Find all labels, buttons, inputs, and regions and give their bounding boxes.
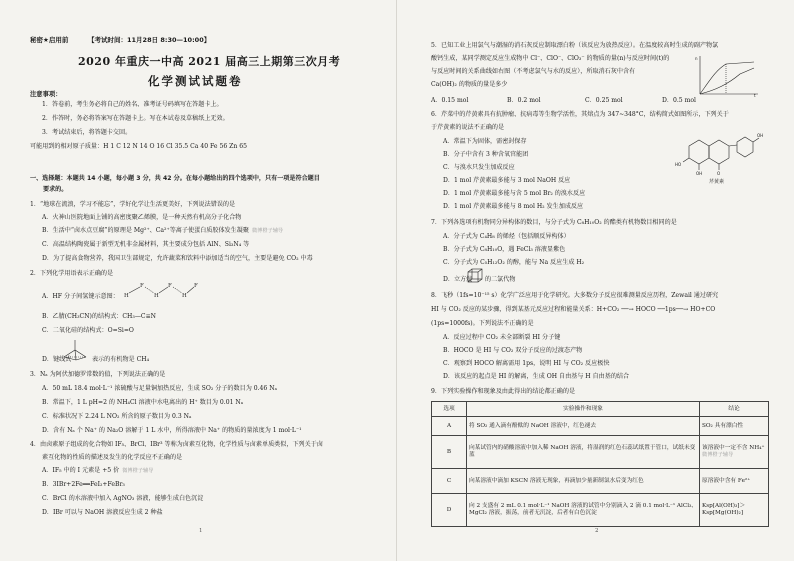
svg-text:HO: HO bbox=[675, 162, 682, 167]
question-3: 3．Nₐ 为阿伏加德罗常数的值，下列说法正确的是 bbox=[30, 371, 166, 378]
question-5-line4: Ca(OH)₂ 的物质的量是多少 bbox=[431, 81, 508, 88]
section-1-heading-cont: 要求的。 bbox=[43, 186, 68, 193]
exam-title: 2020 年重庆一中高 2021 届高三上期第三次月考 bbox=[78, 55, 341, 68]
q6-note-1: D．1 mol 芹黄素最多能与含 5 mol Br₂ 的溴水反应 bbox=[443, 190, 586, 197]
question-5: 5．已知工业上用氯气与潮湿的消石灰反应制取漂白粉（该反应为放热反应）。在温度较高时生成的副产物氯 bbox=[431, 42, 719, 49]
table-row bbox=[432, 436, 769, 469]
q1-option-b: B．生活中“卤水点豆腐”的原理是 Mg²⁺、Ca²⁺等离子使蛋白质胶体发生凝聚 微博橙子辅导 bbox=[42, 227, 284, 234]
svg-text:F: F bbox=[168, 283, 172, 289]
q8-option-b: B．HOCO 是 HI 与 CO₂ 双分子反应的过渡态产物 bbox=[443, 347, 583, 354]
question-8-reaction: HI 与 CO₂ 反应的某步骤，得到某基元反应过程和能量关系：H+CO₂ ──→ HOCO ──1ps──→ HO+CO bbox=[431, 306, 716, 313]
q4-option-d: D．IBr 可以与 NaOH 溶液反应生成 2 种盐 bbox=[42, 509, 163, 516]
question-4-cont: 素互化物的性质的描述及发生的化学反应不正确的是 bbox=[42, 454, 183, 461]
notice-2: 2．作答时，务必将答案写在答题卡上。写在本试卷及草稿纸上无效。 bbox=[42, 115, 229, 122]
row-key: B bbox=[432, 436, 467, 469]
row-operation: 向某溶液中滴加 KSCN 溶液无现象，再滴加少量新制氯水后变为红色 bbox=[467, 469, 700, 494]
notice-1: 1．答卷前，考生务必将自己的姓名、准考证号码填写在答题卡上。 bbox=[42, 101, 223, 108]
svg-text:n: n bbox=[695, 56, 698, 61]
q1-option-d: D．为了提高食物营养，我国卫生部规定，允许蔬菜和饮料中添加适当的空气，主要是避免 CO₂ 中毒 bbox=[42, 255, 313, 262]
q8-option-c: C．观察到 HOCO 解离需用 1ps，说明 HI 与 CO₂ 反应极快 bbox=[443, 360, 610, 367]
row-operation: 向某试管内的硝酸溶液中加入稀 NaOH 溶液，将湿润的红色石蕊试纸置于管口，试纸未变蓝 bbox=[467, 436, 700, 469]
question-9: 9．下列实验操作和现象及由此得出的结论都正确的是 bbox=[431, 388, 576, 395]
tetrahedral-skeleton-diagram bbox=[62, 339, 88, 361]
q4-option-a: A．IF₅ 中的 I 元素是 +5 价 微博橙子辅导 bbox=[42, 467, 154, 474]
q7-option-c: C．分子式为 C₅H₁₂O₂ 的醇，能与 Na 反应生成 H₂ bbox=[443, 259, 585, 266]
section-1-heading: 一、选择题：本题共 14 小题，每小题 3 分，共 42 分。在每小题给出的四个选项中，只有一项是符合题目 bbox=[30, 175, 320, 182]
q5-option-b: B．0.2 mol bbox=[507, 97, 541, 104]
hf-hydrogen-bond-diagram bbox=[122, 281, 202, 305]
exam-subtitle: 化学测试试题卷 bbox=[148, 74, 243, 88]
svg-text:t: t bbox=[754, 93, 756, 98]
table-header-cell: 选项 bbox=[432, 402, 467, 417]
notice-heading: 注意事项： bbox=[30, 91, 62, 98]
q4-option-b: B．3IBr+2Fe══FeI₂+FeBr₃ bbox=[42, 481, 125, 488]
row-operation: 将 SO₂ 通入滴有酚酞的 NaOH 溶液中，红色褪去 bbox=[467, 417, 700, 436]
q5-option-a: A．0.15 mol bbox=[431, 97, 469, 104]
q6-option-c: C．与溴水只发生加成反应 bbox=[443, 164, 515, 171]
question-8-cont: (1ps=1000fs)。下列说法不正确的是 bbox=[431, 320, 534, 327]
q2-option-d-suffix: 表示的有机物是 CH₄ bbox=[92, 356, 150, 363]
secret-mark: 秘密★启用前 bbox=[30, 36, 69, 44]
question-7: 7．下列各选项有机物同分异构体的数目，与分子式为 C₈H₁₀O₂ 的酯类有机物数目相同的是 bbox=[431, 219, 677, 226]
q8-option-d: D．该反应的起点是 HI 的解离，生成 OH 自由基与 H 自由基的结合 bbox=[443, 373, 630, 380]
table-row bbox=[432, 494, 769, 527]
question-8: 8．飞秒（1fs=10⁻¹⁵ s）化学广泛应用于化学研究。大多数分子反应很难测量反应历程，Zewail 通过研究 bbox=[431, 292, 719, 299]
question-4: 4．由卤素原子组成的化合物如 IF₅、BrCl、IBr³ 等称为卤素互化物，化学性质与卤素单质类似，下列关于卤 bbox=[30, 441, 323, 448]
q6-structure-caption: 芹黄素 bbox=[709, 179, 725, 185]
question-6: 6．芹菜中的芹黄素具有抗肿瘤、抗病毒等生物学活性，其熔点为 347~348°C，结构简式如图所示，下列关于 bbox=[431, 111, 729, 118]
q5-option-d: D．0.5 mol bbox=[662, 97, 697, 104]
q5-option-c: C．0.25 mol bbox=[585, 97, 623, 104]
watermark: 微博橙子辅导 bbox=[702, 452, 734, 458]
row-key: C bbox=[432, 469, 467, 494]
row-conclusion: Ksp[Al(OH)₃]＞ Ksp[Mg(OH)₂] bbox=[700, 494, 769, 527]
q1-option-a: A．火神山医院地面上铺的高密度聚乙烯膜，是一种天然有机高分子化合物 bbox=[42, 214, 242, 221]
svg-text:H: H bbox=[182, 293, 187, 299]
apigenin-structure bbox=[675, 128, 765, 178]
svg-text:F: F bbox=[140, 283, 144, 289]
table-row bbox=[432, 417, 769, 436]
table-header-cell: 结论 bbox=[700, 402, 769, 417]
svg-text:H: H bbox=[154, 293, 159, 299]
watermark: 微博橙子辅导 bbox=[122, 468, 154, 474]
row-conclusion: 原溶液中含有 Fe²⁺ bbox=[700, 469, 769, 494]
svg-text:O: O bbox=[717, 171, 721, 176]
question-2: 2．下列化学用语表示正确的是 bbox=[30, 270, 114, 277]
row-conclusion: SO₂ 具有漂白性 bbox=[700, 417, 769, 436]
q4-option-c: C．BrCl 的水溶液中加入 AgNO₃ 溶液，能够生成白色沉淀 bbox=[42, 495, 204, 502]
q6-option-a: A．常温下为固体，需密封保存 bbox=[443, 138, 527, 145]
svg-text:OH: OH bbox=[757, 133, 764, 138]
notice-3: 3．考试结束后，将答题卡交回。 bbox=[42, 129, 132, 136]
q3-option-d: D．含有 Nₐ 个 Na⁺ 的 Na₂O 溶解于 1 L 水中，所得溶液中 Na⁺ 的物质的量浓度为 1 mol·L⁻¹ bbox=[42, 427, 302, 434]
q3-option-b: B．常温下，1 L pH=2 的 NH₄Cl 溶液中水电离出的 H⁺ 数目为 0.01 Nₐ bbox=[42, 399, 244, 406]
svg-text:H: H bbox=[124, 293, 129, 299]
q9-answer-table bbox=[431, 401, 769, 527]
q5-curve-graph bbox=[694, 54, 760, 98]
q2-option-a: A．HF 分子间氢键示意图： bbox=[42, 293, 119, 300]
q6-note-2: D．1 mol 芹黄素最多能与 8 mol H₂ 发生加成反应 bbox=[443, 203, 584, 210]
q3-option-c: C．标准状况下 2.24 L NO₂ 所含的原子数目为 0.3 Nₐ bbox=[42, 413, 192, 420]
watermark: 微博橙子辅导 bbox=[251, 228, 284, 234]
q1-option-c: C．高温结构陶瓷属于新型无机非金属材料，其主要成分包括 AlN、Si₃N₄ 等 bbox=[42, 241, 250, 248]
row-key: D bbox=[432, 494, 467, 527]
table-header-cell: 实验操作和现象 bbox=[467, 402, 700, 417]
q7-option-b: B．分子式为 C₈H₁₀O，遇 FeCl₃ 溶液显紫色 bbox=[443, 246, 566, 253]
atomic-masses: 可能用到的相对原子质量：H 1 C 12 N 14 O 16 Cl 35.5 Ca 40 Fe 56 Zn 65 bbox=[30, 143, 248, 150]
q6-option-b: B．分子中含有 3 种含氧官能团 bbox=[443, 151, 529, 158]
svg-text:F: F bbox=[194, 283, 198, 289]
q7-option-d-suffix: 的二氯代物 bbox=[485, 276, 516, 283]
question-5-line2: 酸钙生成，某同学测定反应生成物中 Cl⁻、ClO⁻、ClO₃⁻ 的物质的量(n)与反应时间(t)的 bbox=[431, 55, 670, 62]
row-key: A bbox=[432, 417, 467, 436]
page-number: 2 bbox=[595, 528, 599, 534]
q3-option-a: A．50 mL 18.4 mol·L⁻¹ 浓硫酸与足量铜加热反应，生成 SO₂ 分子的数目为 0.46 Nₐ bbox=[42, 385, 277, 392]
exam-time: 【考试时间：11月28日 8:30—10:00】 bbox=[88, 36, 211, 44]
cubane-diagram bbox=[467, 268, 483, 283]
row-conclusion: 该溶液中一定不含 NH₄⁺ 微博橙子辅导 bbox=[700, 436, 769, 469]
q8-option-a: A．反应过程中 CO₂ 未全部断裂 HI 分子键 bbox=[443, 334, 561, 341]
q2-option-d-prefix: D．键线式 bbox=[42, 356, 72, 363]
page-number: 1 bbox=[199, 528, 203, 534]
question-5-line3: 与反应时间的关系曲线如右图（不考虑氯气与水的反应），所取消石灰中含有 bbox=[431, 68, 636, 75]
q7-option-a: A．分子式为 C₄H₈ 的烯烃（包括顺反异构体） bbox=[443, 233, 570, 240]
table-row bbox=[432, 469, 769, 494]
table-header-row bbox=[432, 402, 769, 417]
q7-option-d-prefix: D．立方烷 bbox=[443, 276, 473, 283]
question-1: 1．“地球在流浪，学习不能忘”，学好化学让生活更美好，下列说法错误的是 bbox=[30, 201, 236, 208]
q6-option-d: D．1 mol 芹黄素最多能与 3 mol NaOH 反应 bbox=[443, 177, 571, 184]
page-right bbox=[397, 0, 794, 561]
row-operation: 向 2 支盛有 2 mL 0.1 mol·L⁻¹ NaOH 溶液的试管中分别滴入 2 滴 0.1 mol·L⁻¹ AlCl₃、MgCl₂ 溶液，振荡，前者无沉淀，后者有白色沉淀 bbox=[467, 494, 700, 527]
q2-option-b: B．乙腈(CH₃CN)的结构式：CH₃—C≡N bbox=[42, 313, 157, 320]
svg-text:OH: OH bbox=[696, 171, 703, 176]
q2-option-c: C．二氧化硅的结构式：O=Si=O bbox=[42, 327, 134, 334]
question-6-cont: 于芹黄素的说法不正确的是 bbox=[431, 124, 505, 131]
